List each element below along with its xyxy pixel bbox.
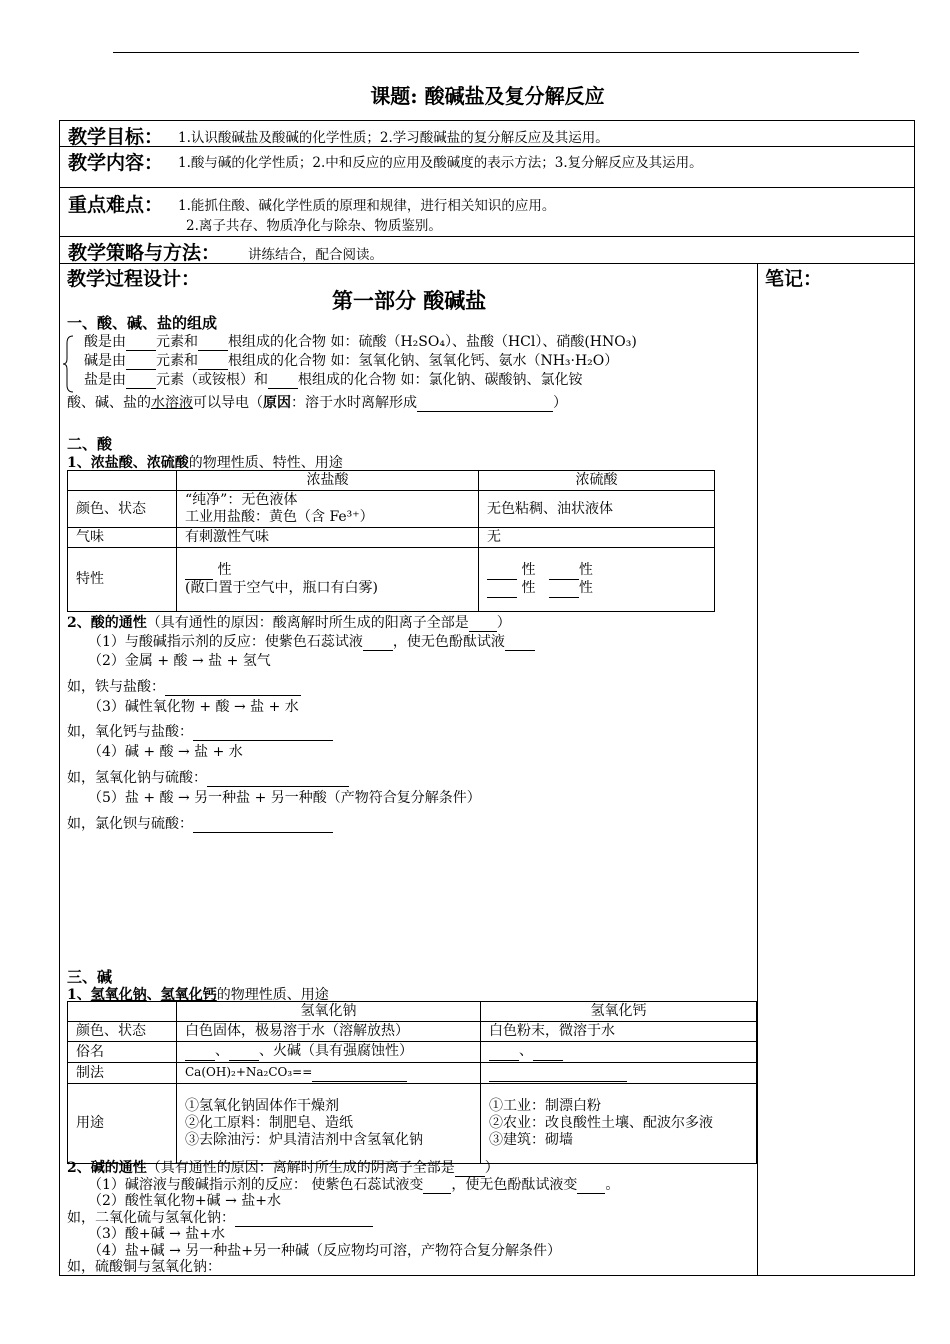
acid-general-text: （具有通性的原因：酸离解时所生成的阳离子全部是: [146, 615, 469, 631]
naoh-use-1: ①氢氧化钠固体作干燥剂: [185, 1098, 339, 1114]
objectives-row: [59, 120, 915, 147]
acid-sub1: [67, 452, 343, 472]
caoh-name-sep: 、: [519, 1043, 533, 1059]
naoh-prep: [177, 1063, 481, 1084]
acid-example-1: [67, 676, 301, 696]
hcl-pure: “纯净”：无色液体: [185, 492, 298, 508]
cond-text-b: 水溶液: [151, 395, 193, 411]
naoh-prep-blank[interactable]: [312, 1064, 407, 1082]
base-table-label: 用途: [68, 1084, 177, 1164]
acid-prop-3: （3）碱性氧化物 + 酸 → 盐 + 水: [88, 699, 299, 715]
acid-table-header-h2so4: 浓硫酸: [479, 471, 715, 491]
section3-heading: 三、碱: [67, 968, 113, 986]
acid-example-3: [67, 767, 349, 787]
naoh-name-sep: 、: [215, 1043, 229, 1059]
caoh-name-blank-1[interactable]: [489, 1043, 519, 1061]
hcl-property-note: (敞口置于空气中，瓶口有白雾): [185, 580, 378, 596]
base-phenol-blank[interactable]: [577, 1177, 605, 1194]
caoh-prep: [481, 1063, 757, 1084]
cond-text-f: ）: [553, 395, 567, 411]
acid-cation-blank[interactable]: [469, 615, 497, 632]
notes-column: [757, 263, 915, 1276]
cond-text-reason: 原因: [263, 395, 291, 411]
acid-prop-1: [88, 631, 535, 651]
acid-prop-2: （2）金属 + 酸 → 盐 + 氢气: [88, 653, 271, 669]
acid-example-4-blank[interactable]: [193, 816, 333, 833]
content-label: 教学内容：: [68, 152, 164, 174]
base-table-label: 制法: [68, 1063, 177, 1084]
base-example-2-blank[interactable]: [221, 1259, 363, 1276]
base-litmus-blank[interactable]: [423, 1177, 451, 1194]
process-label: 教学过程设计：: [67, 268, 201, 290]
hcl-industrial: 工业用盐酸：黄色（含 Fe³⁺）: [185, 509, 374, 525]
acid-definition: [84, 331, 637, 351]
naoh-uses: [177, 1084, 481, 1164]
caoh-common-name: [481, 1042, 757, 1063]
acid-table-label: 颜色、状态: [68, 491, 177, 528]
acid-sub1-text: 的物理性质、特性、用途: [188, 455, 343, 471]
h2so4-prop-4: 性: [578, 579, 593, 596]
salt-blank-1[interactable]: [126, 372, 156, 389]
base-table-corner: [68, 1002, 177, 1022]
acid-blank-2[interactable]: [198, 334, 228, 351]
acid-table-corner: [68, 471, 177, 491]
base-table-header-naoh: 氢氧化钠: [177, 1002, 481, 1022]
acid-example-2: [67, 721, 333, 741]
part1-title: 第一部分 酸碱盐: [332, 288, 487, 313]
h2so4-prop-2: 性: [578, 561, 593, 578]
caoh-uses: [481, 1084, 757, 1164]
caoh-use-1: ①工业：制漂白粉: [489, 1098, 601, 1114]
objectives-label: 教学目标：: [68, 126, 164, 148]
h2so4-blank-4[interactable]: [549, 580, 579, 598]
base-general-bold: 2、碱的通性: [67, 1160, 147, 1176]
acid-example-3-text: 如，氢氧化钠与硫酸：: [67, 770, 207, 786]
page-title: 课题: 酸碱盐及复分解反应: [370, 84, 605, 108]
cond-blank[interactable]: [417, 395, 553, 412]
notes-label: 笔记：: [765, 268, 823, 290]
base-example-2-text: 如，硫酸铜与氢氧化钠：: [67, 1259, 221, 1275]
acid-example-4: [67, 813, 333, 833]
salt-text-a: 盐是由: [84, 372, 126, 388]
h2so4-prop-1: 性: [521, 561, 536, 578]
keypoints-row: [59, 187, 915, 237]
salt-blank-2[interactable]: [268, 372, 298, 389]
hcl-property: [185, 562, 470, 580]
acid-text-c: 根组成的化合物 如：硫酸（H₂SO₄）、盐酸（HCl）、硝酸(HNO₃): [228, 334, 637, 350]
base-blank-2[interactable]: [198, 353, 228, 370]
conductivity-line: [67, 392, 567, 412]
base-prop-3: （3）酸+碱 → 盐+水: [88, 1226, 225, 1242]
salt-definition: [84, 369, 582, 389]
base-sub1-num: 1、: [67, 987, 91, 1003]
keypoints-line1: 1.能抓住酸、碱化学性质的原理和规律，进行相关知识的应用。: [178, 198, 556, 214]
naoh-use-2: ②化工原料：制肥皂、造纸: [185, 1115, 353, 1131]
acid-example-3-blank[interactable]: [207, 770, 349, 787]
naoh-name-blank-1[interactable]: [185, 1043, 215, 1061]
naoh-name-blank-2[interactable]: [229, 1043, 259, 1061]
cond-text-a: 酸、碱、盐的: [67, 395, 151, 411]
base-general-text: （具有通性的原因：离解时所生成的阴离子全部是: [146, 1160, 455, 1176]
strategy-label: 教学策略与方法：: [68, 242, 221, 264]
acid-sub1-bold: 1、浓盐酸、浓硫酸: [67, 455, 189, 471]
base-prop-1-b: ，使无色酚酞试液变: [451, 1177, 578, 1193]
acid-phenol-blank[interactable]: [505, 634, 535, 651]
section2-heading: 二、酸: [67, 435, 113, 453]
naoh-appearance: 白色固体，极易溶于水（溶解放热）: [177, 1022, 481, 1042]
base-table-label: 俗名: [68, 1042, 177, 1063]
acid-litmus-blank[interactable]: [363, 634, 393, 651]
base-text-c: 根组成的化合物 如：氢氧化钠、氢氧化钙、氨水（NH₃·H₂O）: [228, 353, 619, 369]
hcl-property-cell: [177, 548, 479, 612]
naoh-prep-text: Ca(OH)₂+Na₂CO₃==: [185, 1065, 313, 1079]
acid-text-b: 元素和: [156, 334, 198, 350]
strategy-text: 讲练结合，配合阅读。: [248, 247, 383, 263]
salt-text-b: 元素（或铵根）和: [156, 372, 268, 388]
hcl-odor: 有刺激性气味: [177, 528, 479, 548]
base-sub1-sep: 、: [146, 987, 161, 1003]
acid-table-cell: [177, 491, 479, 528]
base-blank-1[interactable]: [126, 353, 156, 370]
acid-blank-1[interactable]: [126, 334, 156, 351]
hcl-property-text: 性: [217, 562, 232, 578]
base-general-close: ）: [484, 1160, 499, 1176]
brace-icon: [62, 335, 76, 393]
base-prop-2: （2）酸性氧化物+碱 → 盐+水: [88, 1193, 281, 1209]
h2so4-property-line1: [487, 562, 706, 580]
base-prop-1-c: 。: [605, 1177, 620, 1193]
base-text-b: 元素和: [156, 353, 198, 369]
acid-prop-4: （4）碱 + 酸 → 盐 + 水: [88, 744, 243, 760]
cond-text-e: ：溶于水时离解形成: [291, 395, 417, 411]
base-prop-1-a: （1）碱溶液与酸碱指示剂的反应： 使紫色石蕊试液变: [88, 1177, 424, 1193]
h2so4-blank-2[interactable]: [549, 562, 579, 580]
h2so4-blank-1[interactable]: [487, 562, 517, 580]
base-text-a: 碱是由: [84, 353, 126, 369]
acid-example-2-blank[interactable]: [193, 724, 333, 741]
base-table: [67, 1001, 757, 1164]
naoh-use-3: ③去除油污：炉具清洁剂中含氢氧化钠: [185, 1132, 423, 1148]
hcl-property-blank[interactable]: [185, 562, 213, 580]
caoh-use-2: ②农业：改良酸性土壤、配波尔多液: [489, 1115, 713, 1131]
acid-prop-5: （5）盐 + 酸 → 另一种盐 + 另一种酸（产物符合复分解条件）: [88, 790, 481, 806]
acid-example-1-blank[interactable]: [165, 679, 301, 696]
caoh-use-3: ③建筑：砌墙: [489, 1132, 573, 1148]
naoh-common-name: [177, 1042, 481, 1063]
caoh-prep-blank[interactable]: [489, 1064, 627, 1082]
acid-table-header-hcl: 浓盐酸: [177, 471, 479, 491]
header-rule: [113, 52, 859, 53]
acid-table: [67, 470, 715, 612]
acid-example-1-text: 如，铁与盐酸：: [67, 679, 165, 695]
base-example-1-text: 如，二氧化硫与氢氧化钠：: [67, 1210, 235, 1226]
acid-table-label: 特性: [68, 548, 177, 612]
base-sub1-text: 的物理性质、用途: [216, 987, 329, 1003]
salt-text-c: 根组成的化合物 如：氯化钠、碳酸钠、氯化铵: [298, 372, 583, 388]
base-example-2: [67, 1256, 363, 1276]
caoh-name-blank-2[interactable]: [533, 1043, 563, 1061]
acid-prop-1-a: （1）与酸碱指示剂的反应：使紫色石蕊试液: [88, 634, 363, 650]
h2so4-appearance: 无色粘稠、油状液体: [479, 491, 715, 528]
base-example-1-blank[interactable]: [235, 1210, 373, 1227]
h2so4-blank-3[interactable]: [487, 580, 517, 598]
acid-example-2-text: 如，氧化钙与盐酸：: [67, 724, 193, 740]
acid-example-4-text: 如，氯化钡与硫酸：: [67, 816, 193, 832]
naoh-name-text: 、火碱（具有强腐蚀性）: [259, 1043, 413, 1059]
acid-table-label: 气味: [68, 528, 177, 548]
base-sub1-naoh: 氢氧化钠: [90, 987, 147, 1003]
h2so4-odor: 无: [479, 528, 715, 548]
section1-heading: 一、酸、碱、盐的组成: [67, 314, 218, 332]
keypoints-line2: 2.离子共存、物质净化与除杂、物质鉴别。: [186, 218, 442, 234]
acid-general-close: ）: [496, 615, 511, 631]
acid-general-bold: 2、酸的通性: [67, 615, 147, 631]
base-sub1-caoh: 氢氧化钙: [160, 987, 217, 1003]
content-text: 1.酸与碱的化学性质；2.中和反应的应用及酸碱度的表示方法；3.复分解反应及其运用。: [178, 155, 703, 171]
acid-prop-1-b: ，使无色酚酞试液: [392, 634, 505, 650]
caoh-appearance: 白色粉末，微溶于水: [481, 1022, 757, 1042]
acid-general-heading: [67, 612, 511, 632]
h2so4-prop-3: 性: [521, 579, 536, 596]
keypoints-label: 重点难点：: [68, 194, 164, 216]
base-prop-4: （4）盐+碱 → 另一种盐+另一种碱（反应物均可溶，产物符合复分解条件）: [88, 1243, 561, 1259]
objectives-text: 1.认识酸碱盐及酸碱的化学性质；2.学习酸碱盐的复分解反应及其运用。: [178, 130, 609, 146]
acid-text-a: 酸是由: [84, 334, 126, 350]
base-table-label: 颜色、状态: [68, 1022, 177, 1042]
cond-text-c: 可以导电（: [193, 395, 263, 411]
h2so4-property-cell: [479, 548, 715, 612]
base-definition: [84, 350, 618, 370]
content-row: [59, 146, 915, 188]
base-table-header-caoh: 氢氧化钙: [481, 1002, 757, 1022]
h2so4-property-line2: [487, 580, 706, 598]
strategy-row: [59, 236, 915, 264]
